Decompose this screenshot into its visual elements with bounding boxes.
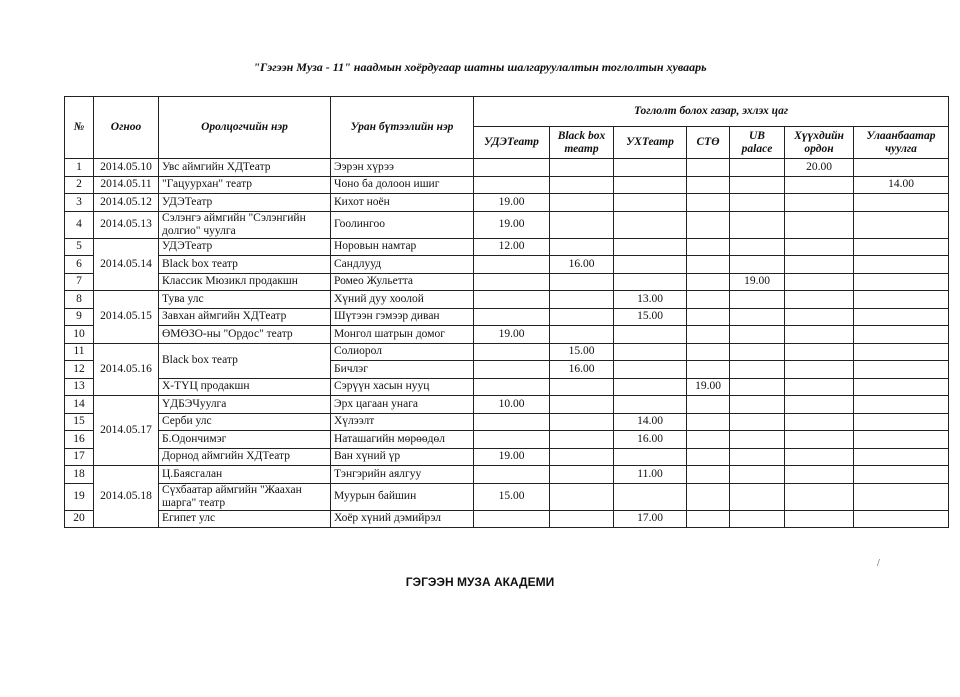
header-date: Огноо [94, 97, 159, 159]
table-row [65, 510, 949, 528]
row-work: Хүлээлт [331, 413, 474, 431]
row-work: Сандлууд [331, 256, 474, 274]
pen-mark: / [877, 558, 880, 569]
row-time-cell: 16.00 [550, 361, 614, 379]
table-row [65, 448, 949, 466]
row-time-cell [474, 378, 550, 396]
row-time-cell [730, 238, 785, 256]
row-time-cell [687, 159, 730, 177]
row-date: 2014.05.11 [94, 176, 159, 194]
row-time-cell [474, 176, 550, 194]
row-date: 2014.05.15 [94, 291, 159, 344]
row-number: 18 [65, 466, 94, 484]
row-work: Гоолингоо [331, 211, 474, 238]
table-row [65, 256, 949, 274]
row-number: 9 [65, 308, 94, 326]
row-time-cell [854, 326, 949, 344]
table-row [65, 396, 949, 414]
row-time-cell [854, 483, 949, 510]
row-time-cell [550, 326, 614, 344]
row-time-cell [785, 273, 854, 291]
row-time-cell [614, 159, 687, 177]
row-time-cell [474, 273, 550, 291]
row-date: 2014.05.13 [94, 211, 159, 238]
row-participant: Ц.Баясгалан [159, 466, 331, 484]
row-participant: Сэлэнгэ аймгийн "Сэлэнгийн долгио" чуулга [159, 211, 331, 238]
row-time-cell [687, 361, 730, 379]
row-time-cell [550, 510, 614, 528]
row-work: Хүний дуу хоолой [331, 291, 474, 309]
header-work: Уран бүтээлийн нэр [331, 97, 474, 159]
row-number: 16 [65, 431, 94, 449]
row-time-cell [687, 326, 730, 344]
row-time-cell: 10.00 [474, 396, 550, 414]
row-time-cell [550, 211, 614, 238]
row-time-cell [785, 291, 854, 309]
row-time-cell [687, 483, 730, 510]
row-time-cell [474, 343, 550, 361]
row-time-cell [687, 413, 730, 431]
row-work: Хоёр хүний дэмийрэл [331, 510, 474, 528]
row-time-cell [854, 273, 949, 291]
row-time-cell [614, 326, 687, 344]
row-time-cell [614, 448, 687, 466]
row-time-cell: 19.00 [474, 211, 550, 238]
row-time-cell [614, 343, 687, 361]
row-time-cell [614, 211, 687, 238]
row-participant: Black box театр [159, 343, 331, 378]
row-time-cell [854, 378, 949, 396]
row-time-cell [785, 413, 854, 431]
table-row [65, 431, 949, 449]
row-participant: Серби улс [159, 413, 331, 431]
row-number: 5 [65, 238, 94, 256]
row-work: Тэнгэрийн аялгуу [331, 466, 474, 484]
row-time-cell [687, 256, 730, 274]
row-work: Чоно ба долоон ишиг [331, 176, 474, 194]
row-time-cell [785, 256, 854, 274]
row-date: 2014.05.18 [94, 466, 159, 528]
row-work: Ван хүний үр [331, 448, 474, 466]
row-time-cell [614, 361, 687, 379]
table-row [65, 273, 949, 291]
row-time-cell [687, 448, 730, 466]
header-venue: Улаанбаатар чуулга [854, 127, 949, 159]
row-time-cell [474, 361, 550, 379]
row-time-cell [614, 194, 687, 212]
row-time-cell [854, 343, 949, 361]
row-time-cell [614, 176, 687, 194]
row-time-cell [687, 238, 730, 256]
row-time-cell [730, 326, 785, 344]
row-date: 2014.05.10 [94, 159, 159, 177]
header-venue-group: Тоглолт болох газар, эхлэх цаг [474, 97, 949, 127]
row-time-cell [474, 308, 550, 326]
row-time-cell [730, 396, 785, 414]
row-date: 2014.05.17 [94, 396, 159, 466]
row-work: Наташагийн мөрөөдөл [331, 431, 474, 449]
row-time-cell [687, 273, 730, 291]
row-time-cell [854, 361, 949, 379]
row-time-cell [854, 308, 949, 326]
row-time-cell [614, 273, 687, 291]
row-time-cell: 15.00 [614, 308, 687, 326]
row-time-cell [687, 431, 730, 449]
row-time-cell [854, 238, 949, 256]
row-time-cell [785, 378, 854, 396]
row-time-cell [687, 291, 730, 309]
document-title: "Гэгээн Муза - 11" наадмын хоёрдугаар шатны шалгаруулалтын тоглолтын хуваарь [253, 60, 707, 74]
row-time-cell: 19.00 [730, 273, 785, 291]
row-time-cell [550, 448, 614, 466]
table-row [65, 483, 949, 510]
row-participant: Увс аймгийн ХДТеатр [159, 159, 331, 177]
row-time-cell: 15.00 [474, 483, 550, 510]
row-participant: Х-ТҮЦ продакшн [159, 378, 331, 396]
row-time-cell [785, 361, 854, 379]
row-time-cell [614, 238, 687, 256]
row-time-cell [614, 378, 687, 396]
row-time-cell [687, 308, 730, 326]
row-time-cell [785, 510, 854, 528]
row-time-cell [730, 431, 785, 449]
header-venue: Хүүхдийн ордон [785, 127, 854, 159]
row-time-cell: 19.00 [687, 378, 730, 396]
row-participant: Б.Одончимэг [159, 431, 331, 449]
row-number: 7 [65, 273, 94, 291]
row-time-cell [730, 466, 785, 484]
row-time-cell: 12.00 [474, 238, 550, 256]
header-venue: УХТеатр [614, 127, 687, 159]
row-number: 14 [65, 396, 94, 414]
row-time-cell [550, 291, 614, 309]
row-participant: УДЭТеатр [159, 238, 331, 256]
row-number: 15 [65, 413, 94, 431]
row-time-cell [730, 510, 785, 528]
row-work: Муурын байшин [331, 483, 474, 510]
row-date: 2014.05.12 [94, 194, 159, 212]
row-participant: УДЭТеатр [159, 194, 331, 212]
row-time-cell [854, 510, 949, 528]
row-time-cell [687, 466, 730, 484]
row-time-cell [785, 238, 854, 256]
row-participant: Black box театр [159, 256, 331, 274]
row-time-cell [854, 159, 949, 177]
row-time-cell [687, 194, 730, 212]
row-number: 19 [65, 483, 94, 510]
row-time-cell [854, 413, 949, 431]
row-time-cell [550, 238, 614, 256]
row-time-cell [785, 396, 854, 414]
row-number: 17 [65, 448, 94, 466]
row-time-cell [730, 343, 785, 361]
row-work: Кихот ноён [331, 194, 474, 212]
row-time-cell [854, 211, 949, 238]
header-venue: СТӨ [687, 127, 730, 159]
row-time-cell [550, 273, 614, 291]
row-time-cell [785, 466, 854, 484]
row-time-cell [687, 510, 730, 528]
row-number: 12 [65, 361, 94, 379]
row-number: 20 [65, 510, 94, 528]
table-row [65, 326, 949, 344]
row-time-cell: 15.00 [550, 343, 614, 361]
row-time-cell [785, 211, 854, 238]
row-time-cell [854, 396, 949, 414]
table-row [65, 413, 949, 431]
row-time-cell: 16.00 [614, 431, 687, 449]
row-time-cell: 17.00 [614, 510, 687, 528]
row-time-cell [785, 308, 854, 326]
row-time-cell [550, 176, 614, 194]
row-time-cell [687, 211, 730, 238]
row-time-cell [614, 483, 687, 510]
table-row [65, 378, 949, 396]
row-time-cell [730, 483, 785, 510]
row-participant: ҮДБЭЧуулга [159, 396, 331, 414]
row-time-cell [474, 256, 550, 274]
header-venue: UB palace [730, 127, 785, 159]
row-time-cell [785, 343, 854, 361]
row-time-cell [730, 159, 785, 177]
row-time-cell [785, 431, 854, 449]
row-participant: Сүхбаатар аймгийн "Жаахан шарга" театр [159, 483, 331, 510]
row-time-cell [730, 378, 785, 396]
row-number: 3 [65, 194, 94, 212]
row-participant: Тува улс [159, 291, 331, 309]
table-row [65, 238, 949, 256]
row-date: 2014.05.14 [94, 238, 159, 291]
row-time-cell [854, 431, 949, 449]
row-time-cell: 11.00 [614, 466, 687, 484]
row-time-cell [687, 396, 730, 414]
row-time-cell [730, 413, 785, 431]
row-time-cell [730, 291, 785, 309]
row-time-cell [550, 431, 614, 449]
row-time-cell [474, 413, 550, 431]
row-work: Сэрүүн хасын нууц [331, 378, 474, 396]
row-number: 2 [65, 176, 94, 194]
row-number: 4 [65, 211, 94, 238]
row-time-cell [550, 159, 614, 177]
row-work: Норовын намтар [331, 238, 474, 256]
row-time-cell [550, 396, 614, 414]
row-time-cell [474, 159, 550, 177]
row-time-cell: 16.00 [550, 256, 614, 274]
row-time-cell [854, 448, 949, 466]
row-time-cell [614, 256, 687, 274]
header-participant: Оролцогчийн нэр [159, 97, 331, 159]
row-time-cell [550, 308, 614, 326]
row-participant: Классик Мюзикл продакшн [159, 273, 331, 291]
row-number: 13 [65, 378, 94, 396]
schedule-table [64, 96, 949, 528]
row-time-cell [730, 361, 785, 379]
header-venue: УДЭТеатр [474, 127, 550, 159]
table-row [65, 211, 949, 238]
row-time-cell: 19.00 [474, 448, 550, 466]
row-number: 8 [65, 291, 94, 309]
row-time-cell [730, 211, 785, 238]
row-time-cell [687, 343, 730, 361]
row-work: Шүтээн гэмээр диван [331, 308, 474, 326]
row-time-cell [550, 483, 614, 510]
row-time-cell [474, 510, 550, 528]
row-work: Ромео Жульетта [331, 273, 474, 291]
row-time-cell [730, 256, 785, 274]
row-time-cell [730, 194, 785, 212]
row-time-cell [614, 396, 687, 414]
row-time-cell [550, 413, 614, 431]
row-time-cell [785, 483, 854, 510]
row-time-cell [785, 176, 854, 194]
row-time-cell: 14.00 [854, 176, 949, 194]
row-number: 11 [65, 343, 94, 361]
row-time-cell: 20.00 [785, 159, 854, 177]
row-number: 1 [65, 159, 94, 177]
row-work: Солиорол [331, 343, 474, 361]
row-work: Эрх цагаан унага [331, 396, 474, 414]
row-time-cell [687, 176, 730, 194]
row-time-cell [474, 291, 550, 309]
table-row [65, 308, 949, 326]
row-time-cell: 13.00 [614, 291, 687, 309]
row-time-cell [854, 291, 949, 309]
row-participant: ӨМӨЗО-ны "Ордос" театр [159, 326, 331, 344]
row-time-cell [854, 466, 949, 484]
schedule-body [65, 159, 949, 528]
row-time-cell [550, 466, 614, 484]
table-row [65, 159, 949, 177]
footer-organization: ГЭГЭЭН МУЗА АКАДЕМИ [405, 575, 555, 589]
row-time-cell [785, 326, 854, 344]
row-time-cell [474, 466, 550, 484]
row-number: 6 [65, 256, 94, 274]
row-participant: Завхан аймгийн ХДТеатр [159, 308, 331, 326]
row-time-cell: 19.00 [474, 194, 550, 212]
table-row [65, 343, 949, 361]
row-time-cell [730, 308, 785, 326]
row-time-cell [785, 448, 854, 466]
row-time-cell [854, 194, 949, 212]
row-work: Монгол шатрын домог [331, 326, 474, 344]
row-number: 10 [65, 326, 94, 344]
table-row [65, 466, 949, 484]
row-participant: Египет улс [159, 510, 331, 528]
row-time-cell [854, 256, 949, 274]
row-date: 2014.05.16 [94, 343, 159, 396]
header-venue: Black box театр [550, 127, 614, 159]
row-time-cell [785, 194, 854, 212]
row-participant: Дорнод аймгийн ХДТеатр [159, 448, 331, 466]
row-participant: "Гацуурхан" театр [159, 176, 331, 194]
header-num: № [65, 97, 94, 159]
row-time-cell: 19.00 [474, 326, 550, 344]
row-work: Бичлэг [331, 361, 474, 379]
row-time-cell: 14.00 [614, 413, 687, 431]
row-time-cell [550, 378, 614, 396]
row-time-cell [550, 194, 614, 212]
table-row [65, 194, 949, 212]
table-row [65, 291, 949, 309]
row-time-cell [474, 431, 550, 449]
table-row [65, 176, 949, 194]
row-time-cell [730, 176, 785, 194]
row-work: Ээрэн хүрээ [331, 159, 474, 177]
row-time-cell [730, 448, 785, 466]
